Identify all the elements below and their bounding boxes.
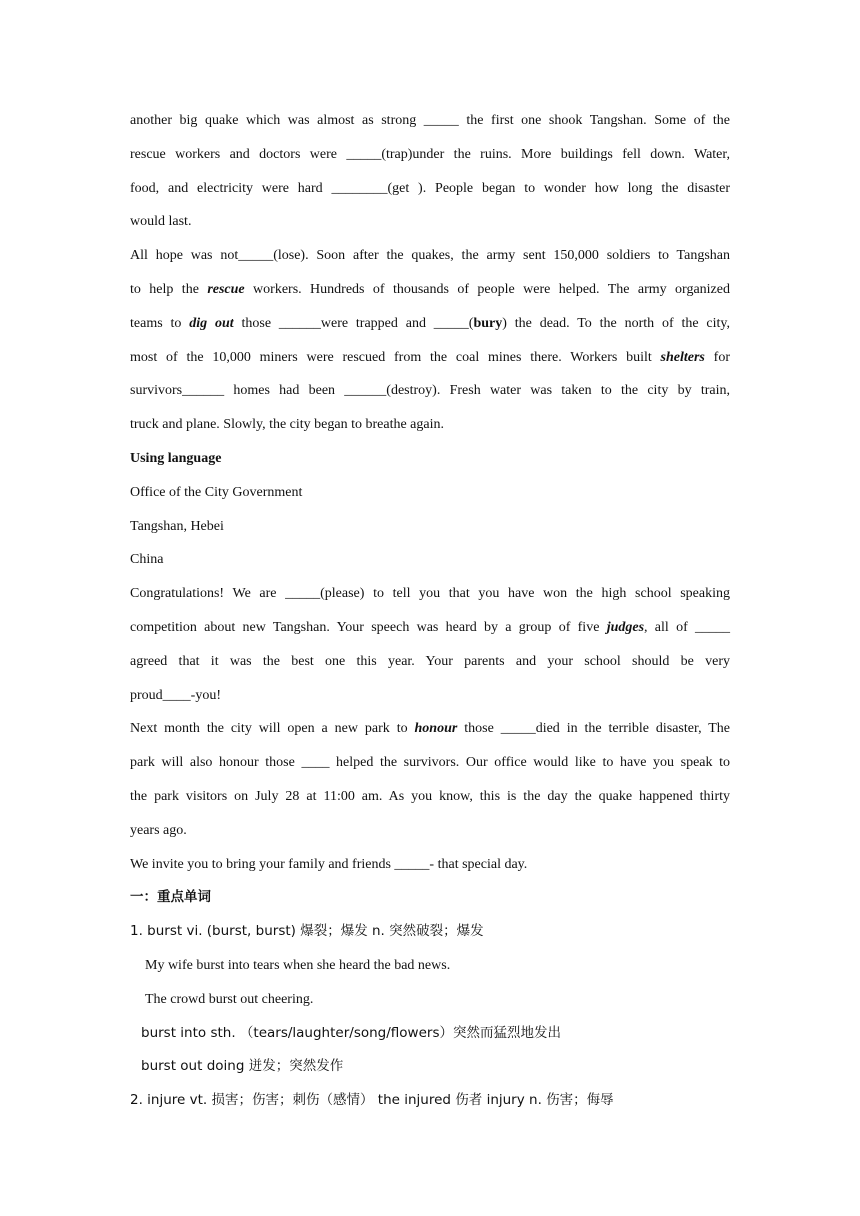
vocab-example: The crowd burst out cheering. (145, 991, 314, 1007)
text-run: teams to (130, 315, 190, 331)
paragraph-line: All hope was not_____(lose). Soon after the quakes, the army sent 150,000 soldiers to Tangshan (130, 248, 730, 264)
keyword-shelters: shelters (660, 349, 705, 365)
vocab-note: burst out doing 迸发；突然发作 (141, 1058, 344, 1075)
paragraph-line: truck and plane. Slowly, the city began to breathe again. (130, 417, 444, 433)
text-run: those _____died in the terrible disaster, The (457, 721, 730, 737)
vocab-note: burst into sth. （tears/laughter/song/flowers）突然而猛烈地发出 (141, 1024, 561, 1041)
document-page (130, 104, 730, 1118)
paragraph-line (130, 341, 730, 375)
keyword-bury: bury (473, 315, 503, 331)
paragraph-line: another big quake which was almost as strong _____ the first one shook Tangshan. Some of the (130, 113, 730, 128)
section-heading: Using language (130, 450, 222, 466)
text-run: for (704, 349, 730, 365)
paragraph-line: survivors______ homes had been ______(destroy). Fresh water was taken to the city by train, (130, 383, 730, 399)
vocab-example: My wife burst into tears when she heard the bad news. (145, 957, 451, 973)
text-run: to help the (130, 281, 208, 297)
text-run: competition about new Tangshan. Your speech was heard by a group of five (130, 619, 607, 635)
text-run: , all of _____ (644, 619, 731, 635)
keyword-honour: honour (414, 721, 458, 737)
paragraph-line (130, 307, 730, 341)
letter-line: park will also honour those ____ helped the survivors. Our office would like to have you speak to (130, 755, 730, 771)
paragraph-line: would last. (130, 214, 192, 230)
text-run: Next month the city will open a new park to (130, 721, 415, 737)
address-line: China (130, 552, 164, 568)
paragraph-line (130, 273, 730, 307)
text-run: ) the dead. To the north of the city, (502, 315, 730, 331)
keyword-judges: judges (606, 619, 645, 635)
letter-line: agreed that it was the best one this year. Your parents and your school should be very (130, 653, 730, 669)
text-run: workers. Hundreds of thousands of people were helped. The army organized (244, 281, 730, 297)
letter-line: years ago. (130, 822, 187, 838)
vocab-entry-injure: 2. injure vt. 损害；伤害；刺伤（感情） the injured 伤者 injury n. 伤害；侮辱 (130, 1092, 614, 1109)
keyword-dig-out: dig out (189, 315, 234, 331)
letter-line: We invite you to bring your family and friends _____- that special day. (130, 856, 528, 872)
address-line: Office of the City Government (130, 484, 303, 500)
letter-line: Congratulations! We are _____(please) to tell you that you have won the high school speaking (130, 586, 730, 602)
text-run: most of the 10,000 miners were rescued from the coal mines there. Workers built (130, 349, 661, 365)
letter-line (130, 611, 730, 645)
vocab-entry-burst: 1. burst vi. (burst, burst) 爆裂；爆发 n. 突然破裂；爆发 (130, 923, 484, 940)
paragraph-line: rescue workers and doctors were _____(trap)under the ruins. More buildings fell down. Water, (130, 146, 730, 162)
paragraph-line: food, and electricity were hard ________(get ). People began to wonder how long the disaster (130, 180, 730, 196)
letter-line: proud____-you! (130, 687, 221, 703)
address-line: Tangshan, Hebei (130, 518, 224, 534)
vocab-section-heading: 一：重点单词 (130, 889, 211, 906)
keyword-rescue: rescue (207, 281, 245, 297)
letter-line (130, 712, 730, 746)
text-run: those ______were trapped and _____( (233, 315, 474, 331)
letter-line: the park visitors on July 28 at 11:00 am. As you know, this is the day the quake happened thirty (130, 788, 730, 804)
